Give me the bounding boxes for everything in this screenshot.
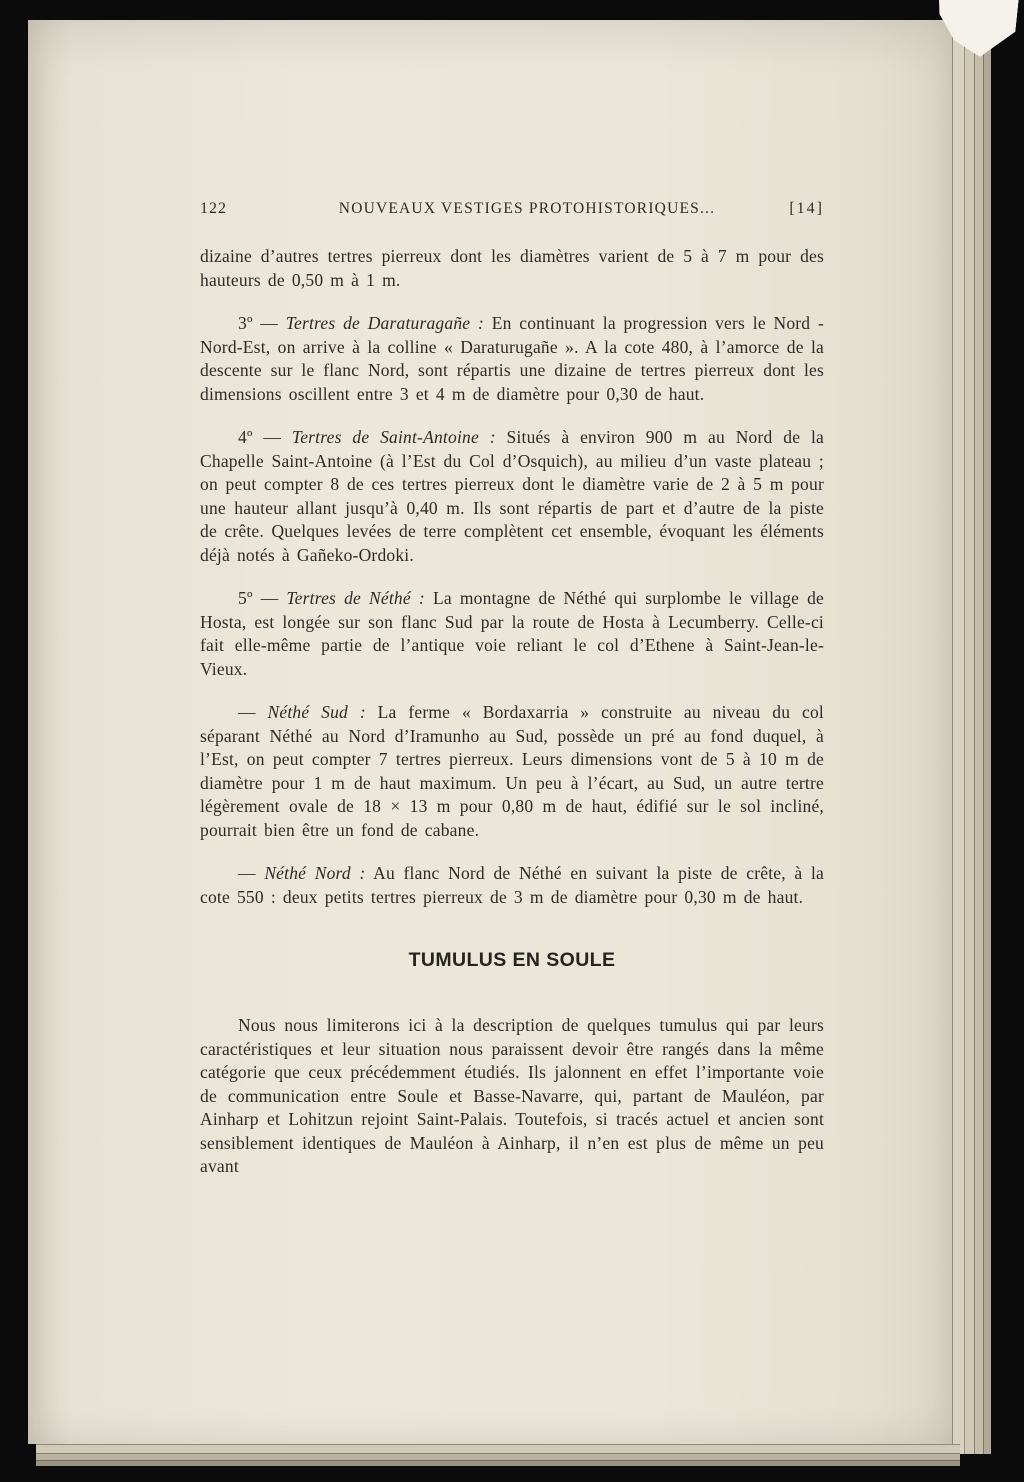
paragraph (200, 587, 824, 681)
paragraph (200, 862, 824, 909)
page-edge-4 (983, 26, 991, 1454)
paragraph-text: En continuant la progression vers le Nord - Nord-Est, on arrive à la colline « Daraturugañe ». A la cote 480, à l’amorce de la descente sur le flanc Nord, sont répartis une dizaine de tertres pierreux dont les dimensions oscillent entre 3 et 4 m de diamètre pour 0,30 de haut. (200, 313, 824, 404)
paragraph-lead: Tertres de Saint-Antoine : (291, 427, 496, 447)
paragraph-text: Au flanc Nord de Néthé en suivant la piste de crête, à la cote 550 : deux petits tertres pierreux de 3 m de diamètre pour 0,30 m de haut. (200, 863, 825, 907)
issue-marker: [14] (789, 200, 824, 217)
paragraph (200, 312, 824, 406)
paragraph-dash: — (238, 863, 265, 883)
paragraph-number: 3º — (238, 313, 286, 333)
page-header (200, 200, 824, 218)
bottom-page-edge-3 (36, 1460, 960, 1466)
page-edge-2 (964, 26, 974, 1454)
paragraph-number: 5º — (238, 588, 287, 608)
text-column (200, 200, 824, 1199)
paragraph-text: dizaine d’autres tertres pierreux dont les diamètres varient de 5 à 7 m pour des hauteurs de 0,50 m à 1 m. (200, 246, 824, 290)
paragraph-text: Situés à environ 900 m au Nord de la Chapelle Saint-Antoine (à l’Est du Col d’Osquich), au milieu d’un vaste plateau ; on peut compter 8 de ces tertres pierreux dont le diamètre varie de 2 à 5 m pour une hauteur allant jusqu’à 0,40 m. Ils sont répartis de part et d’autre de la piste de crête. Quelques levées de terre complètent cet ensemble, évoquant les éléments déjà notés à Gañeko-Ordoki. (200, 427, 824, 565)
paragraph-dash: — (238, 702, 268, 722)
paragraph-lead: Tertres de Daraturagañe : (285, 313, 484, 333)
paragraph (200, 1014, 824, 1179)
paragraph-text: Nous nous limiterons ici à la description de quelques tumulus qui par leurs caractéristiques et leur situation nous paraissent devoir être rangés dans la même catégorie que ceux précédemment étudiés. Ils jalonnent en effet l’importante voie de communication entre Soule et Basse-Navarre, qui, partant de Mauléon, par Ainharp et Lohitzun rejoint Saint-Palais. Toutefois, si tracés actuel et ancien sont sensiblement identiques de Mauléon à Ainharp, il n’en est plus de même un peu avant (200, 1015, 824, 1176)
paragraph-lead: Néthé Sud : (267, 702, 366, 722)
paragraph-lead: Néthé Nord : (264, 863, 366, 883)
page-number: 122 (200, 200, 227, 217)
paragraph-text: La montagne de Néthé qui surplombe le village de Hosta, est longée sur son flanc Sud par la route de Hosta à Lecumberry. Celle-ci fait elle-même partie de l’antique voie reliant le col d’Ethene à Saint-Jean-le-Vieux. (200, 588, 825, 679)
paragraph (200, 701, 824, 842)
running-title: NOUVEAUX VESTIGES PROTOHISTORIQUES... (338, 200, 716, 217)
paragraph (200, 245, 824, 292)
section-heading: TUMULUS EN SOULE (408, 949, 616, 971)
book-page (28, 20, 952, 1444)
paragraph-number: 4º — (238, 427, 292, 447)
page-edge-3 (974, 26, 983, 1454)
paragraph (200, 426, 824, 567)
bottom-page-edge-2 (36, 1453, 960, 1460)
paragraph-text: La ferme « Bordaxarria » construite au niveau du col séparant Néthé au Nord d’Iramunho au Sud, possède un pré au fond duquel, à l’Est, on peut compter 7 tertres pierreux. Leurs dimensions vont de 5 à 10 m de diamètre pour 1 m de haut maximum. Un peu à l’écart, au Sud, un autre tertre légèrement ovale de 18 × 13 m pour 0,80 m de haut, édifié sur le sol incliné, pourrait bien être un fond de cabane. (200, 702, 824, 840)
page-edge-1 (952, 26, 964, 1454)
bottom-page-edge-1 (36, 1444, 960, 1453)
paragraph-lead: Tertres de Néthé : (286, 588, 425, 608)
